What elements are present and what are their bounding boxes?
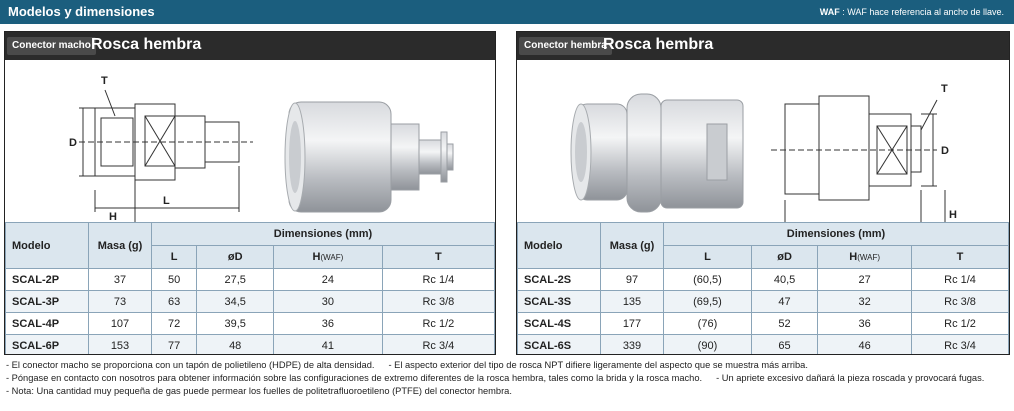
cell-model: SCAL-4P <box>6 313 89 335</box>
cell-model: SCAL-4S <box>518 313 601 335</box>
col-dimensions: Dimensiones (mm) <box>664 223 1009 246</box>
cell-d: 65 <box>751 335 817 356</box>
col-h-sub: (WAF) <box>320 253 344 262</box>
cell-model: SCAL-6S <box>518 335 601 356</box>
cell-l: (90) <box>664 335 752 356</box>
cell-d: 40,5 <box>751 269 817 291</box>
cell-t: Rc 3/8 <box>382 291 494 313</box>
cell-h: 27 <box>818 269 912 291</box>
female-technical-drawing <box>771 96 945 222</box>
female-spec-table <box>517 222 1009 355</box>
section-title: Modelos y dimensiones <box>8 4 155 19</box>
col-h <box>274 246 383 269</box>
cell-t: Rc 1/4 <box>912 269 1009 291</box>
cell-l: 72 <box>152 313 197 335</box>
col-h-label: H <box>849 251 858 263</box>
cell-h: 41 <box>274 335 383 356</box>
dim-label-d: D <box>941 145 949 157</box>
col-h-sub: (WAF) <box>857 253 880 262</box>
cell-t: Rc 3/8 <box>912 291 1009 313</box>
note-item: - Un apriete excesivo dañará la pieza roscada y provocará fugas. <box>716 373 985 383</box>
col-dimensions: Dimensiones (mm) <box>152 223 495 246</box>
female-connector-photo <box>571 94 743 212</box>
col-model: Modelo <box>518 223 601 269</box>
cell-h: 32 <box>818 291 912 313</box>
cell-mass: 97 <box>601 269 664 291</box>
cell-t: Rc 3/4 <box>912 335 1009 356</box>
note-item: - El aspecto exterior del tipo de rosca NPT difiere ligeramente del aspecto que se muestra más arriba. <box>388 360 808 370</box>
note-line <box>6 359 1010 372</box>
cell-mass: 135 <box>601 291 664 313</box>
cell-l: (60,5) <box>664 269 752 291</box>
col-t: T <box>382 246 494 269</box>
table-row <box>518 291 1009 313</box>
cell-l: 50 <box>152 269 197 291</box>
female-connector-panel <box>516 31 1010 355</box>
table-row <box>518 335 1009 356</box>
note-line <box>6 385 1010 398</box>
note-item: - El conector macho se proporciona con un tapón de polietileno (HDPE) de alta densidad. <box>6 360 375 370</box>
waf-note <box>820 7 1004 17</box>
male-connector-photo <box>285 102 453 212</box>
panel-title: Rosca hembra <box>91 36 202 53</box>
cell-t: Rc 1/2 <box>382 313 494 335</box>
col-t: T <box>912 246 1009 269</box>
col-d: øD <box>751 246 817 269</box>
cell-d: 48 <box>197 335 274 356</box>
table-row <box>6 269 495 291</box>
cell-t: Rc 3/4 <box>382 335 494 356</box>
table-row <box>6 335 495 356</box>
cell-d: 39,5 <box>197 313 274 335</box>
dim-label-l: L <box>163 195 170 207</box>
female-connector-drawing <box>517 60 1009 222</box>
col-mass: Masa (g) <box>601 223 664 269</box>
note-item: - Nota: Una cantidad muy pequeña de gas puede permear los fuelles de politetrafluoroetileno (PTFE) del conector hembra. <box>6 386 512 396</box>
cell-mass: 73 <box>89 291 152 313</box>
cell-h: 30 <box>274 291 383 313</box>
footnotes <box>6 359 1010 398</box>
dim-label-d: D <box>69 137 77 149</box>
cell-h: 36 <box>818 313 912 335</box>
section-header <box>0 0 1014 24</box>
cell-h: 46 <box>818 335 912 356</box>
cell-mass: 153 <box>89 335 152 356</box>
panel-header <box>5 32 495 60</box>
panel-tag: Conector macho <box>7 37 96 55</box>
dim-label-h: H <box>109 211 117 222</box>
cell-mass: 177 <box>601 313 664 335</box>
cell-l: (69,5) <box>664 291 752 313</box>
male-connector-panel <box>4 31 496 355</box>
waf-note-text: : WAF hace referencia al ancho de llave. <box>842 7 1004 17</box>
cell-l: 77 <box>152 335 197 356</box>
male-spec-table <box>5 222 495 355</box>
cell-mass: 37 <box>89 269 152 291</box>
col-mass: Masa (g) <box>89 223 152 269</box>
panel-header <box>517 32 1009 60</box>
col-h <box>818 246 912 269</box>
col-d: øD <box>197 246 274 269</box>
male-connector-drawing <box>5 60 495 222</box>
cell-model: SCAL-2S <box>518 269 601 291</box>
cell-l: 63 <box>152 291 197 313</box>
panel-title: Rosca hembra <box>603 36 714 53</box>
note-item: - Póngase en contacto con nosotros para obtener información sobre las configuraciones de extremo diferentes de la rosca hembra, tales como la brida y la rosca macho. <box>6 373 703 383</box>
table-row <box>6 291 495 313</box>
cell-d: 52 <box>751 313 817 335</box>
table-row <box>518 269 1009 291</box>
cell-model: SCAL-2P <box>6 269 89 291</box>
cell-l: (76) <box>664 313 752 335</box>
cell-h: 36 <box>274 313 383 335</box>
panel-tag: Conector hembra <box>519 37 612 55</box>
cell-d: 34,5 <box>197 291 274 313</box>
col-l: L <box>664 246 752 269</box>
dim-label-t: T <box>941 83 948 95</box>
cell-h: 24 <box>274 269 383 291</box>
cell-model: SCAL-3P <box>6 291 89 313</box>
waf-label: WAF <box>819 7 840 17</box>
cell-model: SCAL-3S <box>518 291 601 313</box>
cell-t: Rc 1/2 <box>912 313 1009 335</box>
col-l: L <box>152 246 197 269</box>
cell-d: 27,5 <box>197 269 274 291</box>
dim-label-t: T <box>101 75 108 87</box>
cell-t: Rc 1/4 <box>382 269 494 291</box>
cell-mass: 339 <box>601 335 664 356</box>
cell-mass: 107 <box>89 313 152 335</box>
dim-label-h: H <box>949 209 957 221</box>
cell-d: 47 <box>751 291 817 313</box>
table-row <box>6 313 495 335</box>
cell-model: SCAL-6P <box>6 335 89 356</box>
note-line <box>6 372 1010 385</box>
col-h-label: H <box>312 251 321 263</box>
table-row <box>518 313 1009 335</box>
col-model: Modelo <box>6 223 89 269</box>
